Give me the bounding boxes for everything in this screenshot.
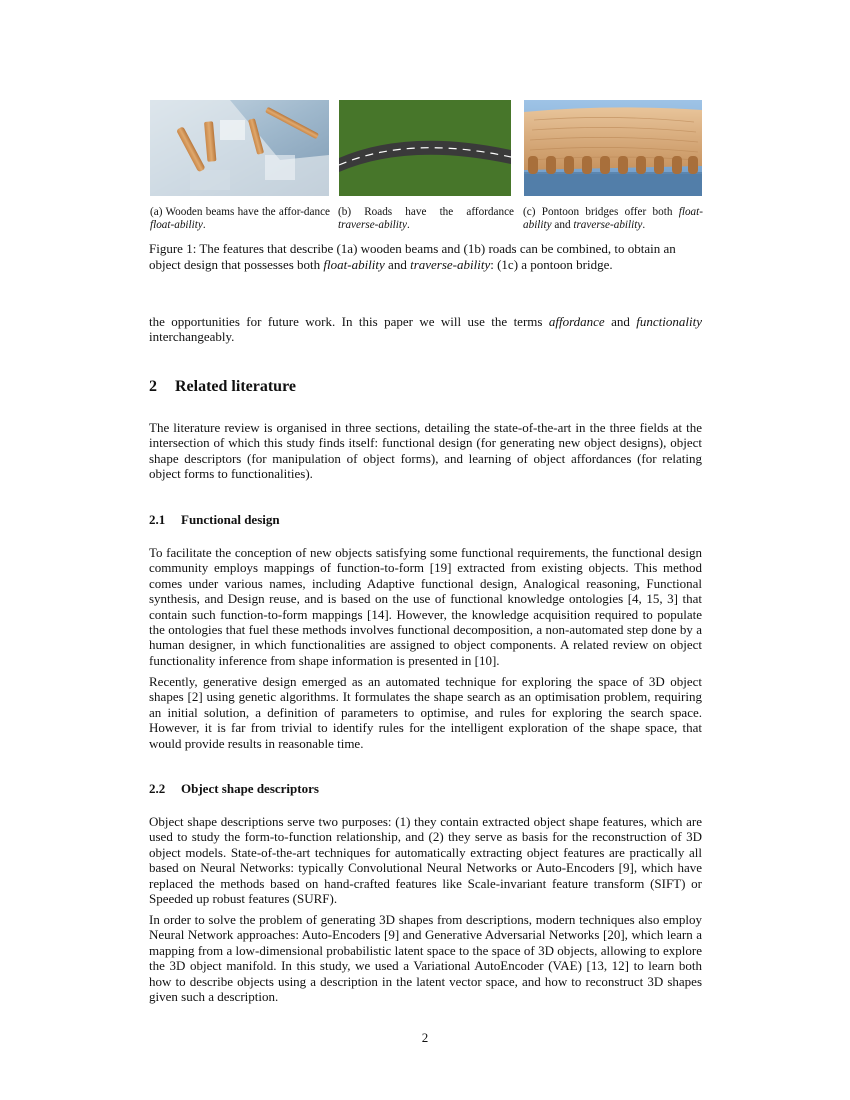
wooden-beams-image (150, 100, 329, 196)
roads-image (339, 100, 511, 196)
section-2-paragraph: The literature review is organised in three sections, detailing the state-of-the-art in the three fields at the intersection of which this study finds itself: functional design (for generating new object designs), object shape descriptors (for manipulation of object forms), and learning of object affordances (for relating object forms to functionalities). (149, 420, 702, 482)
pontoon-bridge-image (524, 100, 702, 196)
figure-caption: Figure 1: The features that describe (1a) wooden beams and (1b) roads can be combined, to obtain an object design that possesses both float-ability and traverse-ability: (1c) a pontoon bridge. (149, 241, 676, 272)
subfigure-caption-c: (c) Pontoon bridges offer both float-ability and traverse-ability. (523, 206, 703, 231)
section-2-1-paragraph-2: Recently, generative design emerged as an automated technique for exploring the space of 3D object shapes [2] using genetic algorithms. It formulates the shape search as an optimisation problem, requiring an initial solution, a definition of parameters to optimise, and rules for exploring the search space. However, it is far from trivial to identify rules for the intelligent exploration of the shape space, that would provide results in reasonable time. (149, 674, 702, 751)
intro-tail-paragraph: the opportunities for future work. In this paper we will use the terms affordance and functionality interchangeably. (149, 314, 702, 345)
subfigure-caption-a: (a) Wooden beams have the affor-dance float-ability. (150, 206, 330, 231)
section-2-1-heading: 2.1 Functional design (149, 512, 280, 527)
section-2-2-paragraph-2: In order to solve the problem of generating 3D shapes from descriptions, modern techniques also employ Neural Network approaches: Auto-Encoders [9] and Generative Adversarial Networks [20], which learn a mapping from a low-dimensional probabilistic latent space to the space of 3D objects, allowing to explore the 3D object manifold. In this study, we used a Variational AutoEncoder (VAE) [13, 12] to learn both how to describe objects using a description in the latent vector space, and how to reconstruct 3D shapes given such a description. (149, 912, 702, 1005)
subfigure-caption-b: (b) Roads have the affordance traverse-ability. (338, 206, 514, 231)
section-2-2-paragraph-1: Object shape descriptions serve two purposes: (1) they contain extracted object shape features, which are used to study the form-to-function relationship, and (2) they serve as basis for the reconstruction of 3D object models. State-of-the-art techniques for automatically extracting object features are practically all based on Neural Networks: typically Convolutional Neural Networks or Auto-Encoders [9], which have replaced the methods based on hand-crafted features like Scale-invariant feature transform (SIFT) or Speeded up robust features (SURF). (149, 814, 702, 907)
section-2-1-paragraph-1: To facilitate the conception of new objects satisfying some functional requirements, the functional design community employs mappings of function-to-form [19] extracted from existing objects. This method comes under various names, including Adaptive functional design, Analogical reasoning, Functional synthesis, and Design reuse, and is based on the use of functional knowledge ontologies [4, 15, 3] that contain such function-to-form mappings [14]. However, the knowledge acquisition required to populate the ontologies that fuel these methods involves functional decomposition, a non-automated step done by a human designer, in which functionalities are assigned to object components. A related review on object functionality inference from shape information is presented in [10]. (149, 545, 702, 668)
page-number: 2 (421, 1030, 429, 1045)
section-2-2-heading: 2.2 Object shape descriptors (149, 781, 319, 796)
section-2-heading: 2 Related literature (149, 378, 296, 395)
